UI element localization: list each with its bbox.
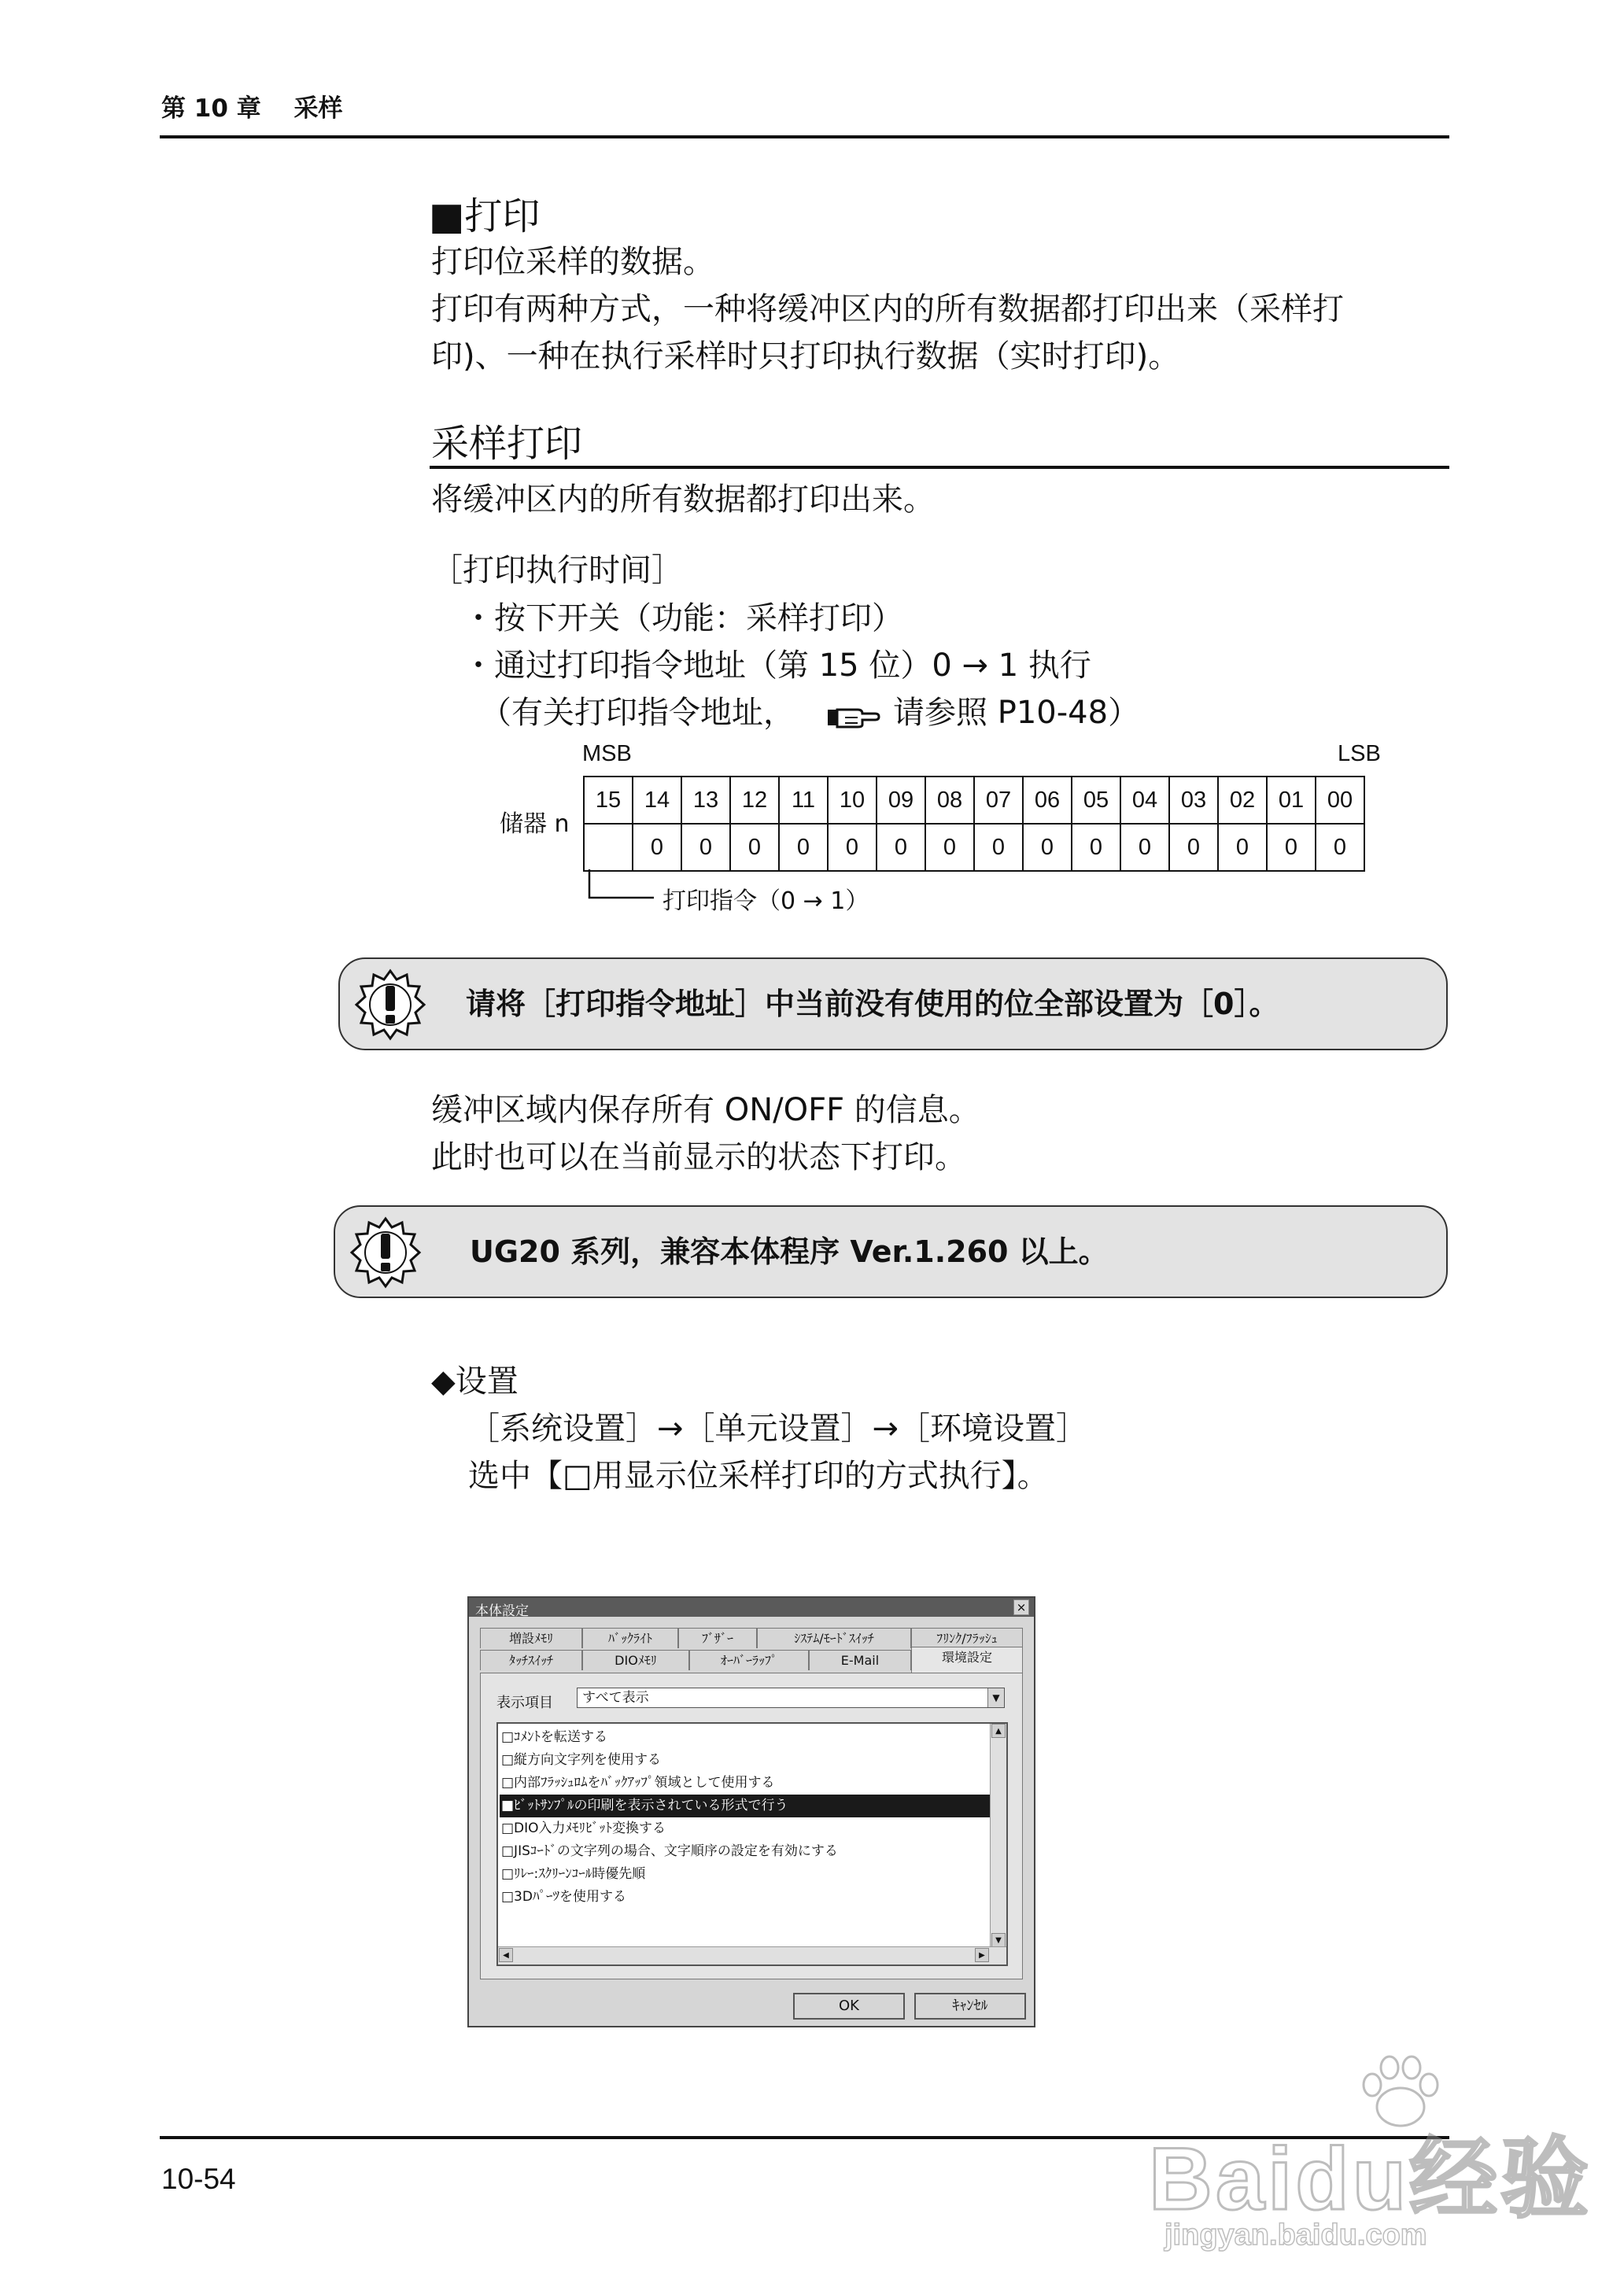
bit-value: 0 — [1023, 824, 1072, 871]
bit-table — [583, 776, 1365, 872]
reference-prefix: （有关打印指令地址， — [480, 695, 795, 731]
tab-backlight[interactable]: ﾊﾞｯｸﾗｲﾄ — [582, 1628, 678, 1648]
buffer-line-1: 缓冲区域内保存所有 ON/OFF 的信息。 — [431, 1092, 980, 1128]
tab-flicker-flash[interactable]: ﾌﾘﾝｸ/ﾌﾗｯｼｭ — [911, 1628, 1023, 1648]
bit-header: 15 — [584, 777, 633, 824]
list-item-selected[interactable]: ■ﾋﾞｯﾄｻﾝﾌﾟﾙの印刷を表示されている形式で行う — [500, 1795, 991, 1817]
chapter-header: 第 10 章 采样 — [161, 94, 343, 123]
scroll-up-icon[interactable]: ▲ — [991, 1724, 1006, 1738]
caution-icon — [349, 1216, 422, 1289]
timing-bullet-2: ・通过打印指令地址（第 15 位）0 → 1 执行 — [463, 647, 1091, 684]
bit-value: 0 — [1218, 824, 1267, 871]
bit-annotation: 打印指令（0 → 1） — [663, 887, 869, 915]
tab-system-mode-switch[interactable]: ｼｽﾃﾑ/ﾓｰﾄﾞｽｲｯﾁ — [757, 1628, 911, 1648]
register-label: 储器 n — [500, 810, 570, 838]
tab-environment-settings[interactable]: 環境設定 — [911, 1647, 1023, 1673]
lsb-label: LSB — [1338, 741, 1381, 766]
horizontal-scrollbar[interactable] — [498, 1946, 1006, 1965]
close-icon[interactable]: × — [1013, 1599, 1029, 1615]
list-item[interactable]: □3Dﾊﾟｰﾂを使用する — [501, 1889, 626, 1905]
section-rule — [430, 466, 1449, 469]
list-item[interactable]: □JISｺｰﾄﾞの文字列の場合、文字順序の設定を有効にする — [501, 1843, 838, 1859]
header-rule — [160, 135, 1449, 138]
buffer-line-2: 此时也可以在当前显示的状态下打印。 — [431, 1139, 966, 1175]
settings-dialog — [467, 1596, 1035, 2027]
tab-email[interactable]: E-Mail — [809, 1650, 911, 1670]
bit-value: 0 — [828, 824, 877, 871]
bit-value: 0 — [1316, 824, 1364, 871]
bit-header: 04 — [1120, 777, 1169, 824]
caution-text-1: 请将［打印指令地址］中当前没有使用的位全部设置为［0］。 — [466, 987, 1279, 1021]
cancel-button[interactable]: ｷｬﾝｾﾙ — [914, 1993, 1026, 2020]
bit-header: 03 — [1169, 777, 1218, 824]
settings-heading: ◆设置 — [431, 1363, 519, 1400]
bit-header: 00 — [1316, 777, 1364, 824]
bit-header: 14 — [633, 777, 681, 824]
bit-header: 10 — [828, 777, 877, 824]
bit-value: 0 — [730, 824, 779, 871]
bit-15-pointer-line — [586, 869, 657, 905]
bit-value: 0 — [1267, 824, 1316, 871]
reference-link[interactable]: 请参照 P10-48） — [893, 695, 1140, 731]
page-number: 10-54 — [161, 2163, 236, 2195]
bit-value: 0 — [925, 824, 974, 871]
msb-label: MSB — [582, 741, 632, 766]
bit-header: 13 — [681, 777, 730, 824]
timing-heading: ［打印执行时间］ — [431, 552, 683, 588]
bit-value: 0 — [877, 824, 925, 871]
dialog-title: 本体設定 — [475, 1603, 529, 1619]
list-item[interactable]: □DIO入力ﾒﾓﾘﾋﾞｯﾄ変換する — [501, 1821, 666, 1836]
settings-list[interactable] — [496, 1722, 1008, 1966]
bit-header: 12 — [730, 777, 779, 824]
baidu-watermark — [1141, 2053, 1593, 2258]
section-title-print: ■打印 — [429, 194, 541, 238]
caution-icon — [354, 968, 426, 1041]
bit-value: 0 — [681, 824, 730, 871]
bit-header: 02 — [1218, 777, 1267, 824]
watermark-brand: Baidu经验 — [1149, 2130, 1593, 2228]
bit-value: 0 — [633, 824, 681, 871]
scroll-right-icon[interactable]: ▶ — [975, 1948, 989, 1962]
list-item[interactable]: □縦方向文字列を使用する — [501, 1752, 662, 1768]
sample-intro: 将缓冲区内的所有数据都打印出来。 — [431, 481, 935, 518]
bit-header-row — [584, 777, 1364, 824]
tab-extension-memory[interactable]: 増設ﾒﾓﾘ — [480, 1628, 582, 1648]
tab-buzzer[interactable]: ﾌﾞｻﾞｰ — [678, 1628, 757, 1648]
print-line-3: 印)、一种在执行采样时只打印执行数据（实时打印)。 — [431, 338, 1180, 374]
scroll-left-icon[interactable]: ◀ — [499, 1948, 513, 1962]
tab-touch-switch[interactable]: ﾀｯﾁｽｲｯﾁ — [480, 1650, 582, 1670]
bit-value: 0 — [974, 824, 1023, 871]
list-item[interactable]: □ﾘﾚｰ:ｽｸﾘｰﾝｺｰﾙ時優先順 — [501, 1866, 646, 1882]
bit-header: 05 — [1072, 777, 1120, 824]
tab-dio-memory[interactable]: DIOﾒﾓﾘ — [582, 1650, 689, 1670]
vertical-scrollbar[interactable] — [990, 1724, 1006, 1947]
chevron-down-icon[interactable]: ▼ — [987, 1688, 1004, 1707]
bit-value: 0 — [779, 824, 828, 871]
watermark-site: jingyan.baidu.com — [1164, 2219, 1427, 2252]
bit-header: 08 — [925, 777, 974, 824]
list-item[interactable]: □ｺﾒﾝﾄを転送する — [501, 1729, 608, 1745]
settings-instruction: 选中【□用显示位采样打印的方式执行】。 — [468, 1458, 1049, 1494]
tab-overlap[interactable]: ｵｰﾊﾞｰﾗｯﾌﾟ — [689, 1650, 809, 1670]
display-items-label: 表示項目 — [496, 1695, 553, 1711]
environment-settings-panel — [480, 1673, 1023, 1979]
bit-value: 0 — [1120, 824, 1169, 871]
bit-value: 0 — [1169, 824, 1218, 871]
bit-header: 09 — [877, 777, 925, 824]
bit-value — [584, 824, 633, 871]
bit-header: 07 — [974, 777, 1023, 824]
bit-header: 06 — [1023, 777, 1072, 824]
caution-note-1 — [338, 957, 1448, 1050]
section-title-sample-print: 采样打印 — [431, 422, 583, 466]
display-items-select[interactable] — [577, 1688, 1005, 1708]
caution-note-2 — [334, 1205, 1448, 1298]
print-line-1: 打印位采样的数据。 — [431, 244, 714, 280]
bit-value-row — [584, 824, 1364, 871]
bit-header: 11 — [779, 777, 828, 824]
settings-path: ［系统设置］→［单元设置］→［环境设置］ — [468, 1411, 1088, 1447]
timing-bullet-1: ・按下开关（功能：采样打印） — [463, 600, 903, 636]
list-item[interactable]: □内部ﾌﾗｯｼｭﾛﾑをﾊﾞｯｸｱｯﾌﾟ領域として使用する — [501, 1775, 775, 1791]
print-line-2: 打印有两种方式，一种将缓冲区内的所有数据都打印出来（采样打 — [431, 291, 1344, 327]
bit-value: 0 — [1072, 824, 1120, 871]
caution-text-2: UG20 系列，兼容本体程序 Ver.1.260 以上。 — [470, 1234, 1109, 1269]
dialog-titlebar[interactable] — [469, 1598, 1034, 1617]
scroll-down-icon[interactable]: ▼ — [991, 1933, 1006, 1947]
pointing-hand-icon — [826, 700, 881, 732]
ok-button[interactable]: OK — [793, 1993, 905, 2020]
display-items-value: すべて表示 — [582, 1690, 649, 1706]
bit-header: 01 — [1267, 777, 1316, 824]
